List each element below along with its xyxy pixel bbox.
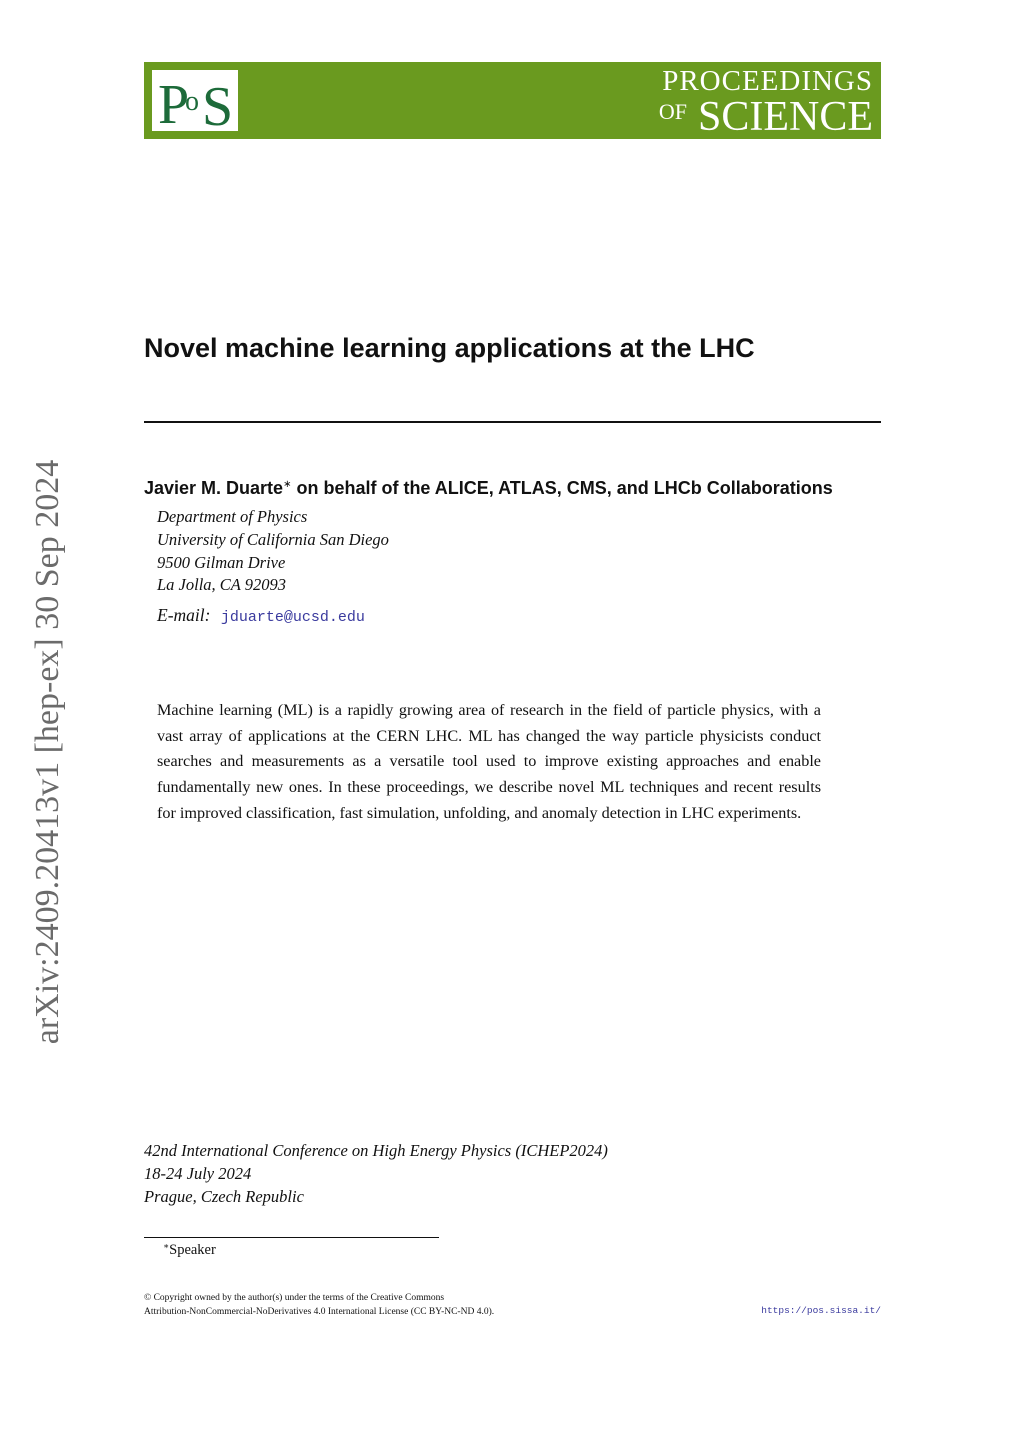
affiliation-line: Department of Physics (157, 507, 308, 526)
author-line (144, 478, 833, 499)
copyright-line: © Copyright owned by the author(s) under the terms of the Creative Commons (144, 1293, 445, 1303)
author-collaborations: on behalf of the ALICE, ATLAS, CMS, and LHCb Collaborations (291, 478, 833, 498)
footnote-divider (144, 1237, 439, 1238)
abstract: Machine learning (ML) is a rapidly growing area of research in the field of particle physics, with a vast array of applications at the CERN LHC. ML has changed the way particle physicists conduct searches and measurements as a versatile tool used to improve existing approaches and enable fundamentally new ones. In these proceedings, we describe novel ML techniques and recent results for improved classification, fast simulation, unfolding, and anomaly detection in LHC experiments. (157, 701, 821, 822)
affiliation (157, 506, 389, 597)
affiliation-line: 9500 Gilman Drive (157, 552, 286, 572)
svg-text:P: P (158, 74, 190, 131)
publication-name-line2: SCIENCE (697, 94, 873, 140)
copyright-notice (144, 1291, 704, 1319)
conference-dates: 18-24 July 2024 (144, 1164, 252, 1183)
footnote-text: Speaker (169, 1242, 216, 1258)
arxiv-identifier: arXiv:2409.20413v1 [hep-ex] 30 Sep 2024 (29, 459, 66, 1045)
pos-url-link[interactable]: https://pos.sissa.it/ (761, 1305, 881, 1316)
conference-location: Prague, Czech Republic (144, 1187, 304, 1206)
pos-header-banner (144, 62, 881, 139)
copyright-line: Attribution-NonCommercial-NoDerivatives 4.0 International License (CC BY-NC-ND 4.0). (144, 1307, 495, 1317)
publication-name-line1: PROCEEDINGS (662, 65, 873, 97)
pos-logo (150, 68, 240, 133)
title-divider (144, 421, 881, 423)
footnote-marker: ∗ (163, 1241, 170, 1251)
author-footnote-marker: ∗ (283, 479, 292, 490)
pos-logo-icon (152, 70, 238, 131)
svg-text:o: o (185, 86, 199, 117)
svg-text:S: S (202, 76, 234, 131)
affiliation-line: La Jolla, CA 92093 (157, 575, 286, 595)
conference-info (144, 1139, 608, 1208)
email-link[interactable]: jduarte@ucsd.edu (220, 609, 365, 626)
publication-name-of: OF (658, 99, 687, 124)
conference-name: 42nd International Conference on High Energy Physics (ICHEP2024) (144, 1141, 608, 1160)
footnote (163, 1241, 216, 1259)
affiliation-line: University of California San Diego (157, 529, 389, 549)
email-label: E-mail: (157, 605, 211, 625)
email-row (157, 605, 365, 626)
author-name: Javier M. Duarte (144, 478, 284, 498)
paper-title: Novel machine learning applications at the LHC (144, 333, 755, 363)
